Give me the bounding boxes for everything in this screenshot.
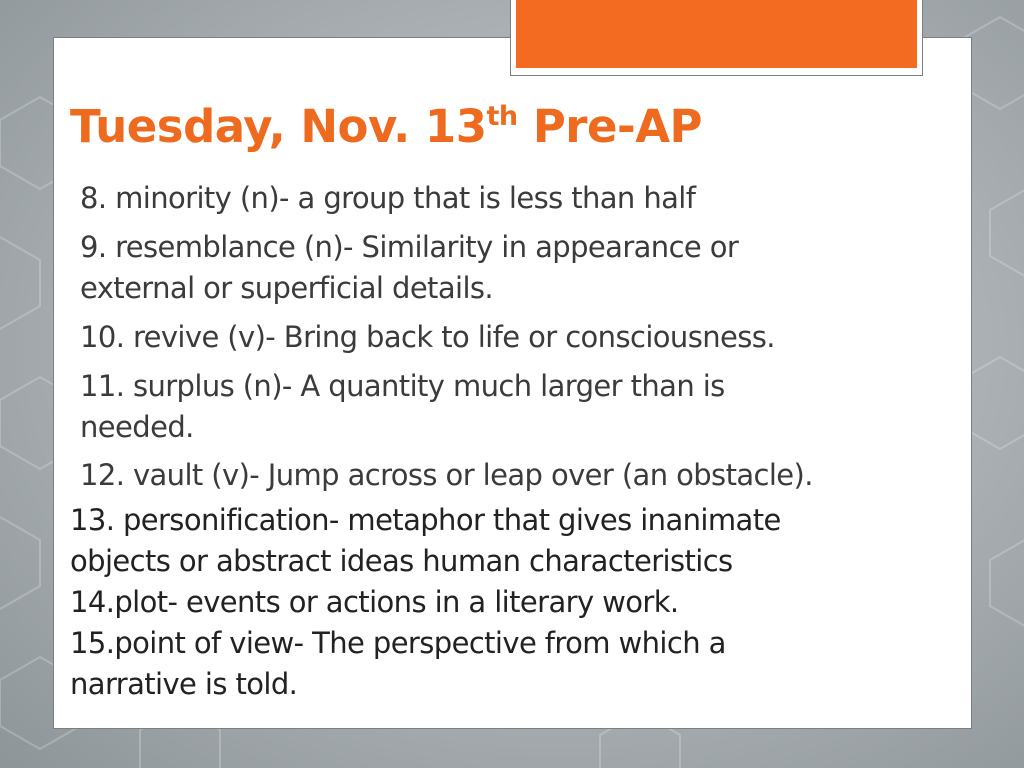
vocab-line: 12. vault (v)- Jump across or leap over (an obstacle). [80, 458, 813, 492]
plain-text-line: narrative is told. [70, 667, 298, 701]
title-suffix: Pre-AP [517, 100, 703, 153]
vocab-line: external or superficial details. [80, 271, 494, 305]
plain-text-line: objects or abstract ideas human characteristics [70, 544, 733, 578]
vocab-line: 9. resemblance (n)- Similarity in appearance or [80, 230, 739, 264]
title-main: Tuesday, Nov. 13 [70, 100, 487, 153]
vocab-line: 11. surplus (n)- A quantity much larger than is [80, 369, 725, 403]
orange-accent-tab [516, 0, 917, 68]
slide-title [70, 100, 703, 153]
plain-text-block [70, 500, 781, 705]
vocab-line: 10. revive (v)- Bring back to life or consciousness. [80, 320, 775, 354]
vocab-line: 8. minority (n)- a group that is less than half [80, 181, 696, 215]
title-superscript: th [486, 101, 518, 132]
plain-text-line: 14.plot- events or actions in a literary work. [70, 585, 679, 619]
plain-text-line: 15.point of view- The perspective from which a [70, 626, 726, 660]
plain-text-line: 13. personification- metaphor that gives inanimate [70, 503, 781, 537]
vocab-line: needed. [80, 410, 194, 444]
